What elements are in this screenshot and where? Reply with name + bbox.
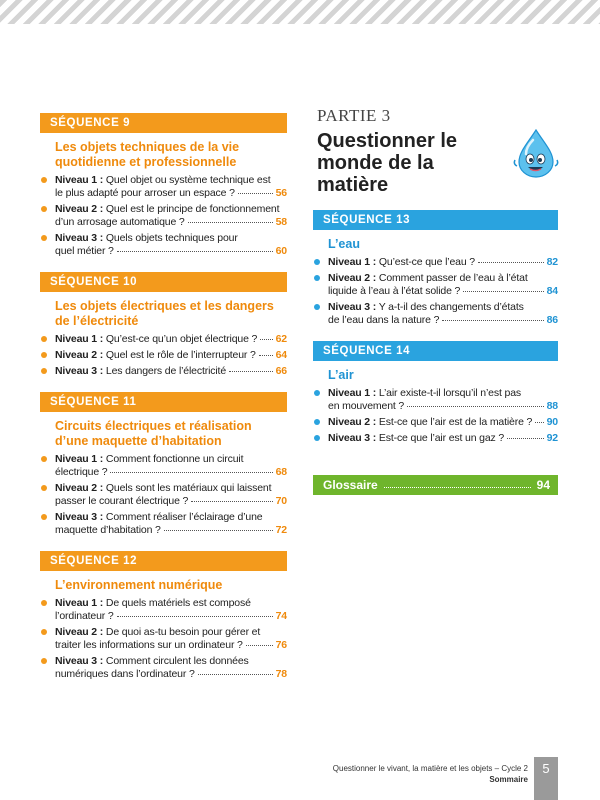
- bullet-icon: [41, 658, 47, 664]
- page-number: 66: [275, 365, 287, 377]
- toc-entry[interactable]: Niveau 1 : Quel objet ou système technique est le plus adapté pour arroser un espace ? 56: [40, 174, 287, 200]
- toc-entry[interactable]: Niveau 2 : Quel est le principe de fonctionnement d’un arrosage automatique ? 58: [40, 203, 287, 229]
- bullet-icon: [41, 600, 47, 606]
- toc-entry[interactable]: Niveau 1 : Qu’est-ce qu’un objet électrique ? 62: [40, 333, 287, 346]
- sequence-header: SÉQUENCE 14: [313, 341, 558, 361]
- page-number: 88: [546, 400, 558, 412]
- page-number: 70: [275, 495, 287, 507]
- top-stripe-band: [0, 0, 600, 24]
- toc-entry[interactable]: Niveau 3 : Comment réaliser l’éclairage d’une maquette d’habitation ? 72: [40, 511, 287, 537]
- page-number: 72: [275, 524, 287, 536]
- page-number: 84: [546, 285, 558, 297]
- water-drop-mascot-icon: [513, 128, 559, 178]
- sequence-header: SÉQUENCE 13: [313, 210, 558, 230]
- page-number: 90: [546, 416, 558, 428]
- glossary-label: Glossaire: [323, 478, 378, 492]
- toc-entry[interactable]: Niveau 3 : Est-ce que l’air est un gaz ? 92: [313, 432, 558, 445]
- page-number: 64: [275, 349, 287, 361]
- bullet-icon: [314, 275, 320, 281]
- toc-entry[interactable]: Niveau 1 : L’air existe-t-il lorsqu’il n’est pas en mouvement ? 88: [313, 387, 558, 413]
- toc-entry[interactable]: Niveau 2 : Comment passer de l’eau à l’état liquide à l’eau à l’état solide ? 84: [313, 272, 558, 298]
- footer: [333, 763, 528, 785]
- toc-entry[interactable]: Niveau 2 : Est-ce que l’air est de la matière ? 90: [313, 416, 558, 429]
- bullet-icon: [41, 177, 47, 183]
- sequence-title: Circuits électriques et réalisation d’une maquette d’habitation: [55, 419, 252, 448]
- page-number: 56: [275, 187, 287, 199]
- glossary-entry[interactable]: [313, 475, 558, 495]
- page-number-tab: 5: [534, 757, 558, 800]
- toc-entry[interactable]: Niveau 2 : Quel est le rôle de l’interrupteur ? 64: [40, 349, 287, 362]
- sequence-title: L’air: [328, 368, 354, 382]
- bullet-icon: [41, 485, 47, 491]
- page-number: 58: [275, 216, 287, 228]
- sequence-title: Les objets techniques de la vie quotidienne et professionnelle: [55, 140, 240, 169]
- page-number: 62: [275, 333, 287, 345]
- sequence-13: [313, 210, 558, 327]
- sequence-title: L’eau: [328, 237, 360, 251]
- toc-entry[interactable]: Niveau 3 : Y a-t-il des changements d’états de l’eau dans la nature ? 86: [313, 301, 558, 327]
- sequence-title: Les objets électriques et les dangers de l’électricité: [55, 299, 274, 328]
- part-title: Questionner le monde de la matière: [317, 130, 458, 196]
- page-number: 78: [275, 668, 287, 680]
- toc-entry[interactable]: Niveau 1 : De quels matériels est composé l’ordinateur ? 74: [40, 597, 287, 623]
- bullet-icon: [41, 235, 47, 241]
- page-number: 74: [275, 610, 287, 622]
- bullet-icon: [41, 514, 47, 520]
- part-label: PARTIE 3: [317, 106, 391, 125]
- bullet-icon: [314, 419, 320, 425]
- toc-entry[interactable]: Niveau 2 : De quoi as-tu besoin pour gérer et traiter les informations sur un ordinateur ? 76: [40, 626, 287, 652]
- page-number: 76: [275, 639, 287, 651]
- page-number: 82: [546, 256, 558, 268]
- sequence-11: [40, 392, 287, 537]
- page-number: 60: [275, 245, 287, 257]
- bullet-icon: [41, 456, 47, 462]
- toc-entry[interactable]: Niveau 3 : Comment circulent les données numériques dans l’ordinateur ? 78: [40, 655, 287, 681]
- glossary-page-number: 94: [536, 478, 550, 492]
- toc-entry[interactable]: Niveau 2 : Quels sont les matériaux qui laissent passer le courant électrique ? 70: [40, 482, 287, 508]
- bullet-icon: [314, 435, 320, 441]
- bullet-icon: [314, 259, 320, 265]
- sequence-12: [40, 551, 287, 681]
- page-number: 92: [546, 432, 558, 444]
- left-column: [40, 113, 287, 695]
- sequence-header: SÉQUENCE 9: [40, 113, 287, 133]
- bullet-icon: [41, 336, 47, 342]
- right-column: [313, 106, 558, 495]
- page-number: 86: [546, 314, 558, 326]
- sequence-header: SÉQUENCE 10: [40, 272, 287, 292]
- sequence-10: [40, 272, 287, 378]
- toc-entry[interactable]: Niveau 3 : Les dangers de l’électricité 66: [40, 365, 287, 378]
- footer-section: Sommaire: [489, 775, 528, 784]
- toc-entry[interactable]: Niveau 3 : Quels objets techniques pour quel métier ? 60: [40, 232, 287, 258]
- sequence-14: [313, 341, 558, 445]
- bullet-icon: [41, 368, 47, 374]
- bullet-icon: [41, 206, 47, 212]
- footer-book-title: Questionner le vivant, la matière et les objets – Cycle 2: [332, 764, 528, 773]
- sequence-header: SÉQUENCE 12: [40, 551, 287, 571]
- bullet-icon: [41, 352, 47, 358]
- toc-entry[interactable]: Niveau 1 : Qu’est-ce que l’eau ? 82: [313, 256, 558, 269]
- toc-entry[interactable]: Niveau 1 : Comment fonctionne un circuit électrique ? 68: [40, 453, 287, 479]
- sequence-title: L’environnement numérique: [55, 578, 223, 592]
- page-number: 68: [275, 466, 287, 478]
- bullet-icon: [41, 629, 47, 635]
- sequence-9: [40, 113, 287, 258]
- bullet-icon: [314, 304, 320, 310]
- bullet-icon: [314, 390, 320, 396]
- sequence-header: SÉQUENCE 11: [40, 392, 287, 412]
